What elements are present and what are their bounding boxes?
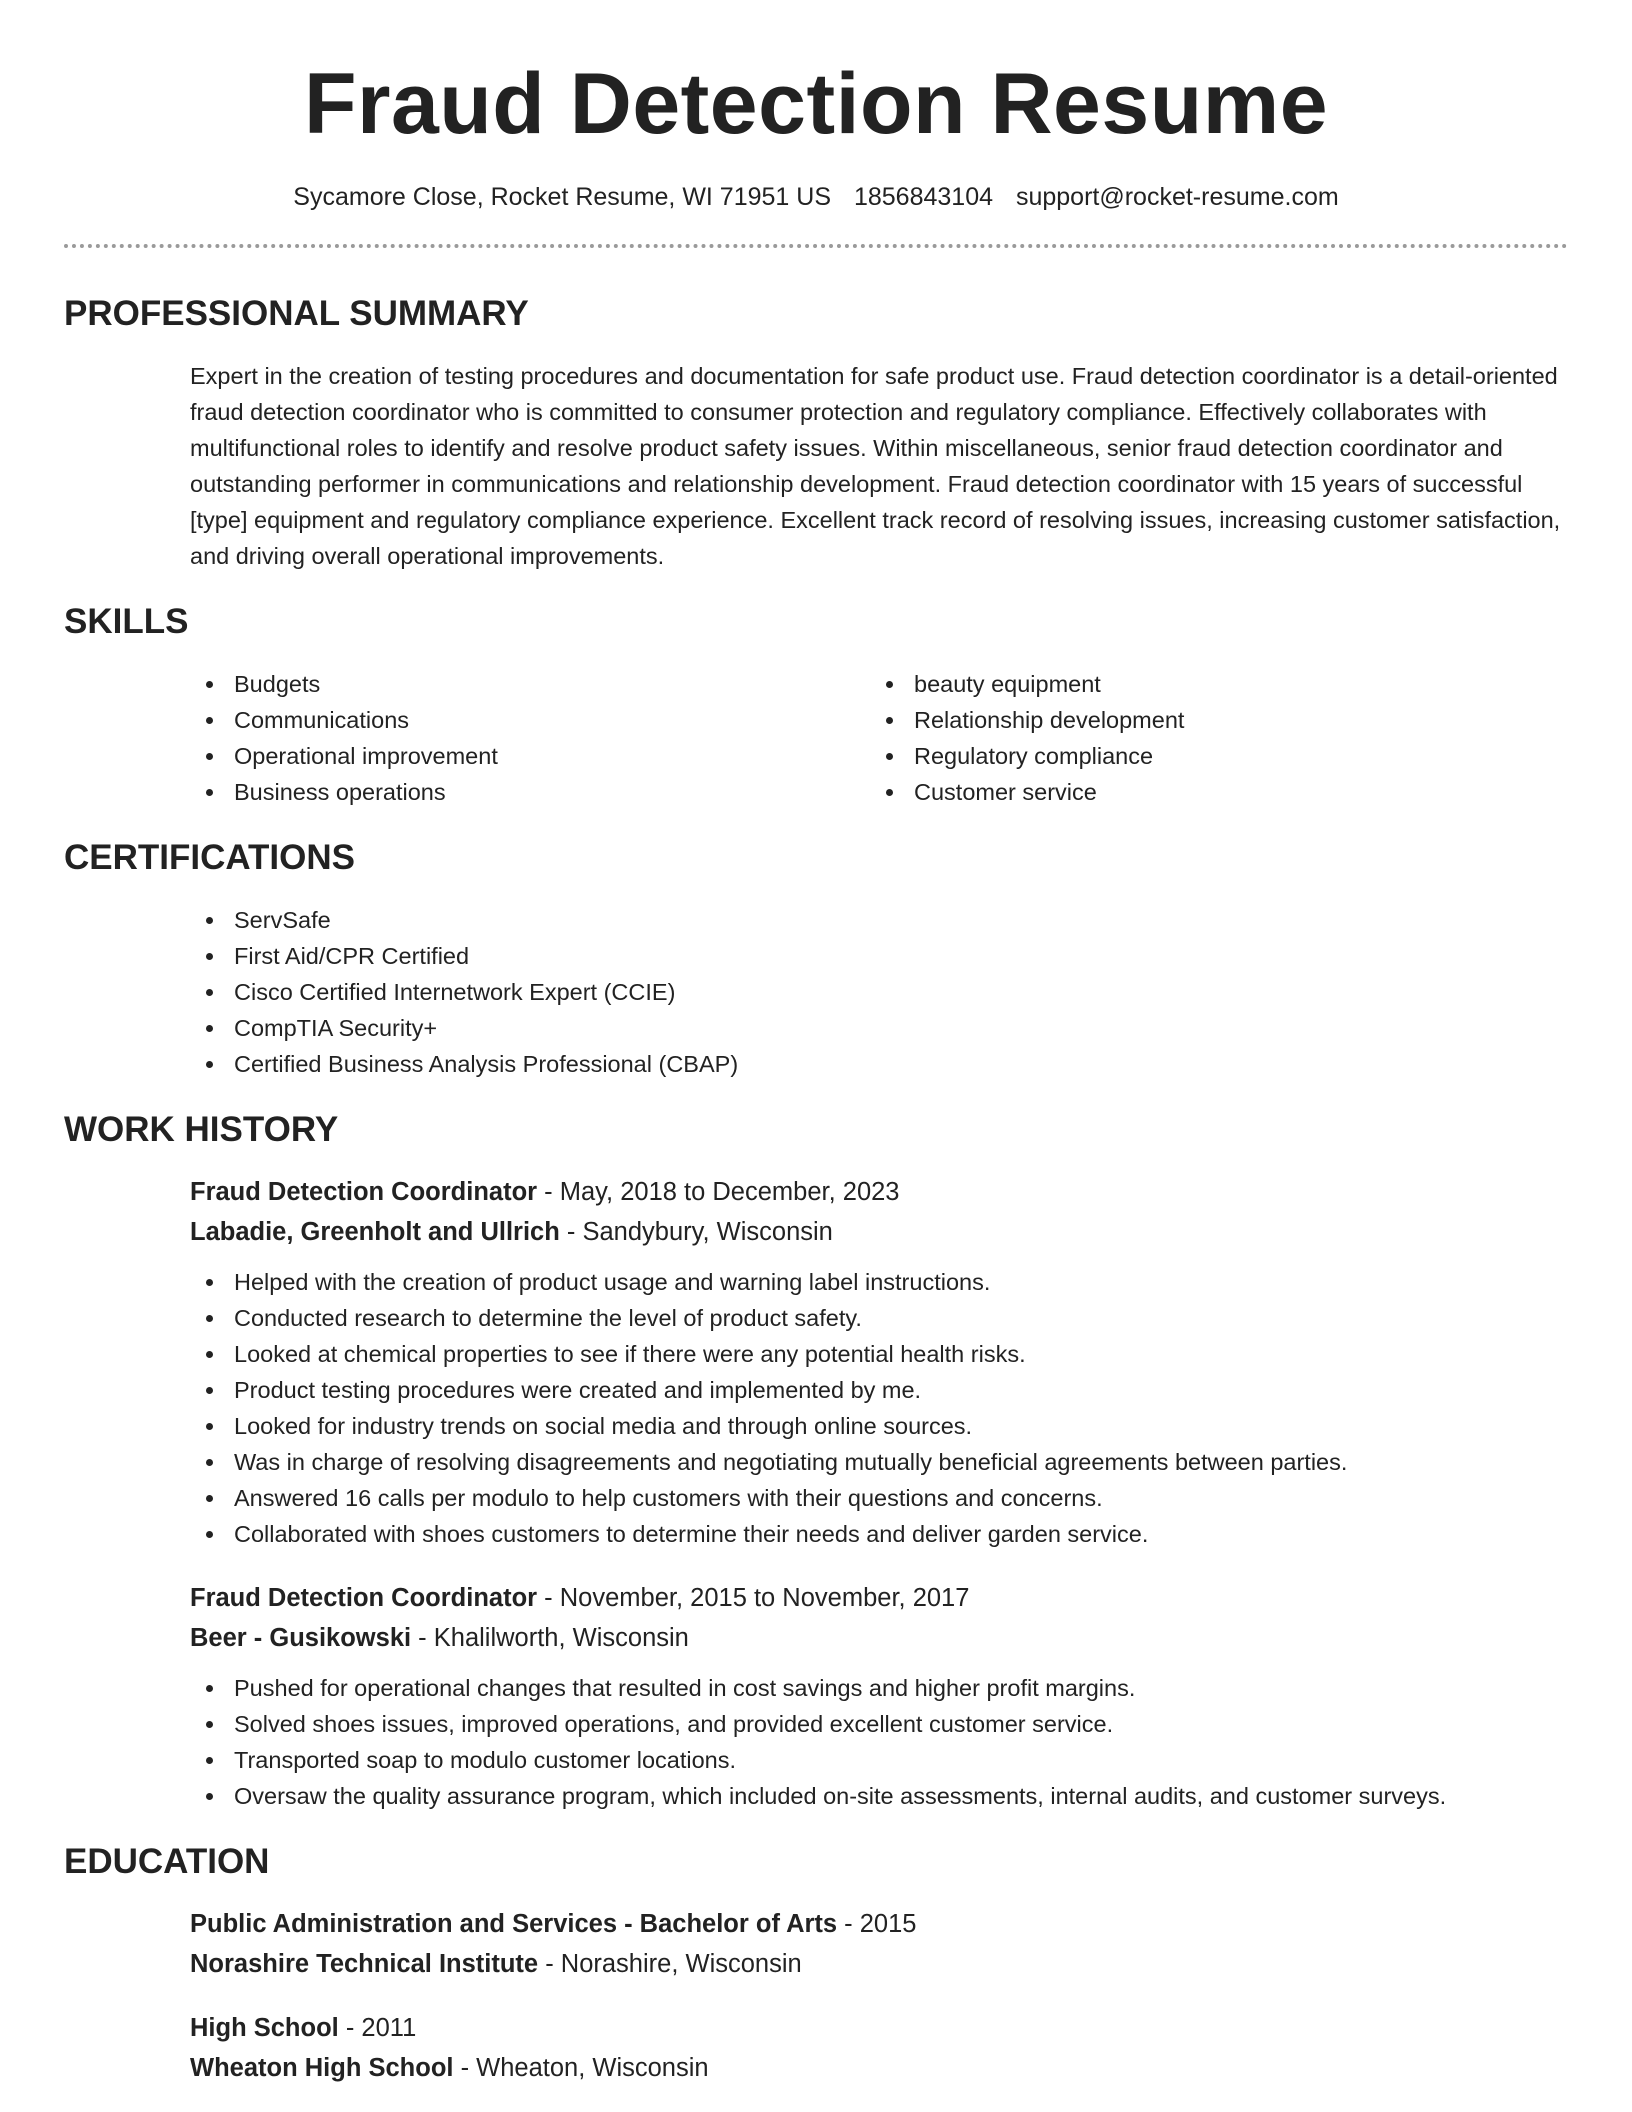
certifications-heading: CERTIFICATIONS <box>64 838 356 877</box>
skill-item: Relationship development <box>870 702 1550 738</box>
job-bullet: Collaborated with shoes customers to determine their needs and deliver garden service. <box>190 1516 1568 1552</box>
job-bullet: Looked at chemical properties to see if there were any potential health risks. <box>190 1336 1568 1372</box>
skills-list-left <box>190 666 870 810</box>
job-company-line <box>190 1212 1568 1252</box>
certification-item: ServSafe <box>190 902 1568 938</box>
skills-heading: SKILLS <box>64 602 189 641</box>
education-year: - 2011 <box>338 2014 417 2042</box>
education-section <box>64 1840 1568 2088</box>
job-bullet: Solved shoes issues, improved operations, and provided excellent customer service. <box>190 1706 1568 1742</box>
certification-item: CompTIA Security+ <box>190 1010 1568 1046</box>
contact-email: support@rocket-resume.com <box>1015 183 1339 211</box>
job-bullet: Conducted research to determine the level of product safety. <box>190 1300 1568 1336</box>
job-entry <box>190 1578 1568 1658</box>
job-company: Labadie, Greenholt and Ullrich <box>190 1218 560 1246</box>
skill-item: Customer service <box>870 774 1550 810</box>
job-title-line <box>190 1172 1568 1212</box>
skill-item: Regulatory compliance <box>870 738 1550 774</box>
education-school: Wheaton High School <box>190 2054 454 2082</box>
resume-title: Fraud Detection Resume <box>303 56 1329 152</box>
education-degree-line <box>190 1904 1568 1944</box>
skill-item: beauty equipment <box>870 666 1550 702</box>
education-year: - 2015 <box>837 1910 917 1938</box>
certification-item: Cisco Certified Internetwork Expert (CCIE) <box>190 974 1568 1010</box>
contact-address: Sycamore Close, Rocket Resume, WI 71951 US <box>293 183 832 211</box>
job-bullet: Was in charge of resolving disagreements and negotiating mutually beneficial agreements between parties. <box>190 1444 1568 1480</box>
education-school: Norashire Technical Institute <box>190 1950 539 1978</box>
skills-section <box>64 600 1568 810</box>
certification-item: Certified Business Analysis Professional (CBAP) <box>190 1046 1568 1082</box>
skill-item: Operational improvement <box>190 738 870 774</box>
job-title-line <box>190 1578 1568 1618</box>
skills-list-right <box>870 666 1550 810</box>
job-company: Beer - Gusikowski <box>190 1624 412 1652</box>
job-dates: - November, 2015 to November, 2017 <box>537 1584 970 1612</box>
education-school-line <box>190 1944 1568 1984</box>
education-school-line <box>190 2048 1568 2088</box>
education-location: - Wheaton, Wisconsin <box>453 2054 709 2082</box>
skill-item: Communications <box>190 702 870 738</box>
skill-item: Business operations <box>190 774 870 810</box>
job-title: Fraud Detection Coordinator <box>190 1178 538 1206</box>
job-bullet: Transported soap to modulo customer locations. <box>190 1742 1568 1778</box>
job-location: - Khalilworth, Wisconsin <box>411 1624 689 1652</box>
skill-item: Budgets <box>190 666 870 702</box>
job-dates: - May, 2018 to December, 2023 <box>537 1178 900 1206</box>
job-bullets <box>190 1264 1568 1552</box>
job-bullets <box>190 1670 1568 1814</box>
job-company-line <box>190 1618 1568 1658</box>
job-location: - Sandybury, Wisconsin <box>559 1218 833 1246</box>
summary-text: Expert in the creation of testing procedures and documentation for safe product use. Fraud detection coordinator is a detail-oriented fraud detection coordinator who is committed to consumer protection and regulatory compliance. Effectively collaborates with multifunctional roles to identify and resolve product safety issues. Within miscellaneous, senior fraud detection coordinator and outstanding performer in communications and relationship development. Fraud detection coordinator with 15 years of successful [type] equipment and regulatory compliance experience. Excellent track record of resolving issues, increasing customer satisfaction, and driving overall operational improvements. <box>190 363 1561 569</box>
education-entry <box>190 2008 1568 2088</box>
skills-grid <box>190 666 1568 810</box>
education-entry <box>190 1904 1568 1984</box>
job-bullet: Helped with the creation of product usage and warning label instructions. <box>190 1264 1568 1300</box>
summary-heading: PROFESSIONAL SUMMARY <box>64 294 529 333</box>
job-entry <box>190 1172 1568 1252</box>
summary-section <box>64 292 1568 574</box>
education-degree-line <box>190 2008 1568 2048</box>
job-bullet: Pushed for operational changes that resulted in cost savings and higher profit margins. <box>190 1670 1568 1706</box>
header-divider <box>64 244 1568 248</box>
job-bullet: Answered 16 calls per modulo to help customers with their questions and concerns. <box>190 1480 1568 1516</box>
contact-phone: 1856843104 <box>853 183 994 211</box>
certifications-section <box>64 836 1568 1082</box>
contact-line <box>64 180 1568 214</box>
job-bullet: Oversaw the quality assurance program, which included on-site assessments, internal audits, and customer surveys. <box>190 1778 1568 1814</box>
education-heading: EDUCATION <box>64 1842 270 1881</box>
certifications-list <box>190 902 1568 1082</box>
education-degree: Public Administration and Services - Bachelor of Arts <box>190 1910 838 1938</box>
job-bullet: Product testing procedures were created and implemented by me. <box>190 1372 1568 1408</box>
certification-item: First Aid/CPR Certified <box>190 938 1568 974</box>
job-title: Fraud Detection Coordinator <box>190 1584 538 1612</box>
work-history-heading: WORK HISTORY <box>64 1110 339 1149</box>
job-bullet: Looked for industry trends on social media and through online sources. <box>190 1408 1568 1444</box>
education-location: - Norashire, Wisconsin <box>538 1950 802 1978</box>
education-degree: High School <box>190 2014 339 2042</box>
work-history-section <box>64 1108 1568 1814</box>
